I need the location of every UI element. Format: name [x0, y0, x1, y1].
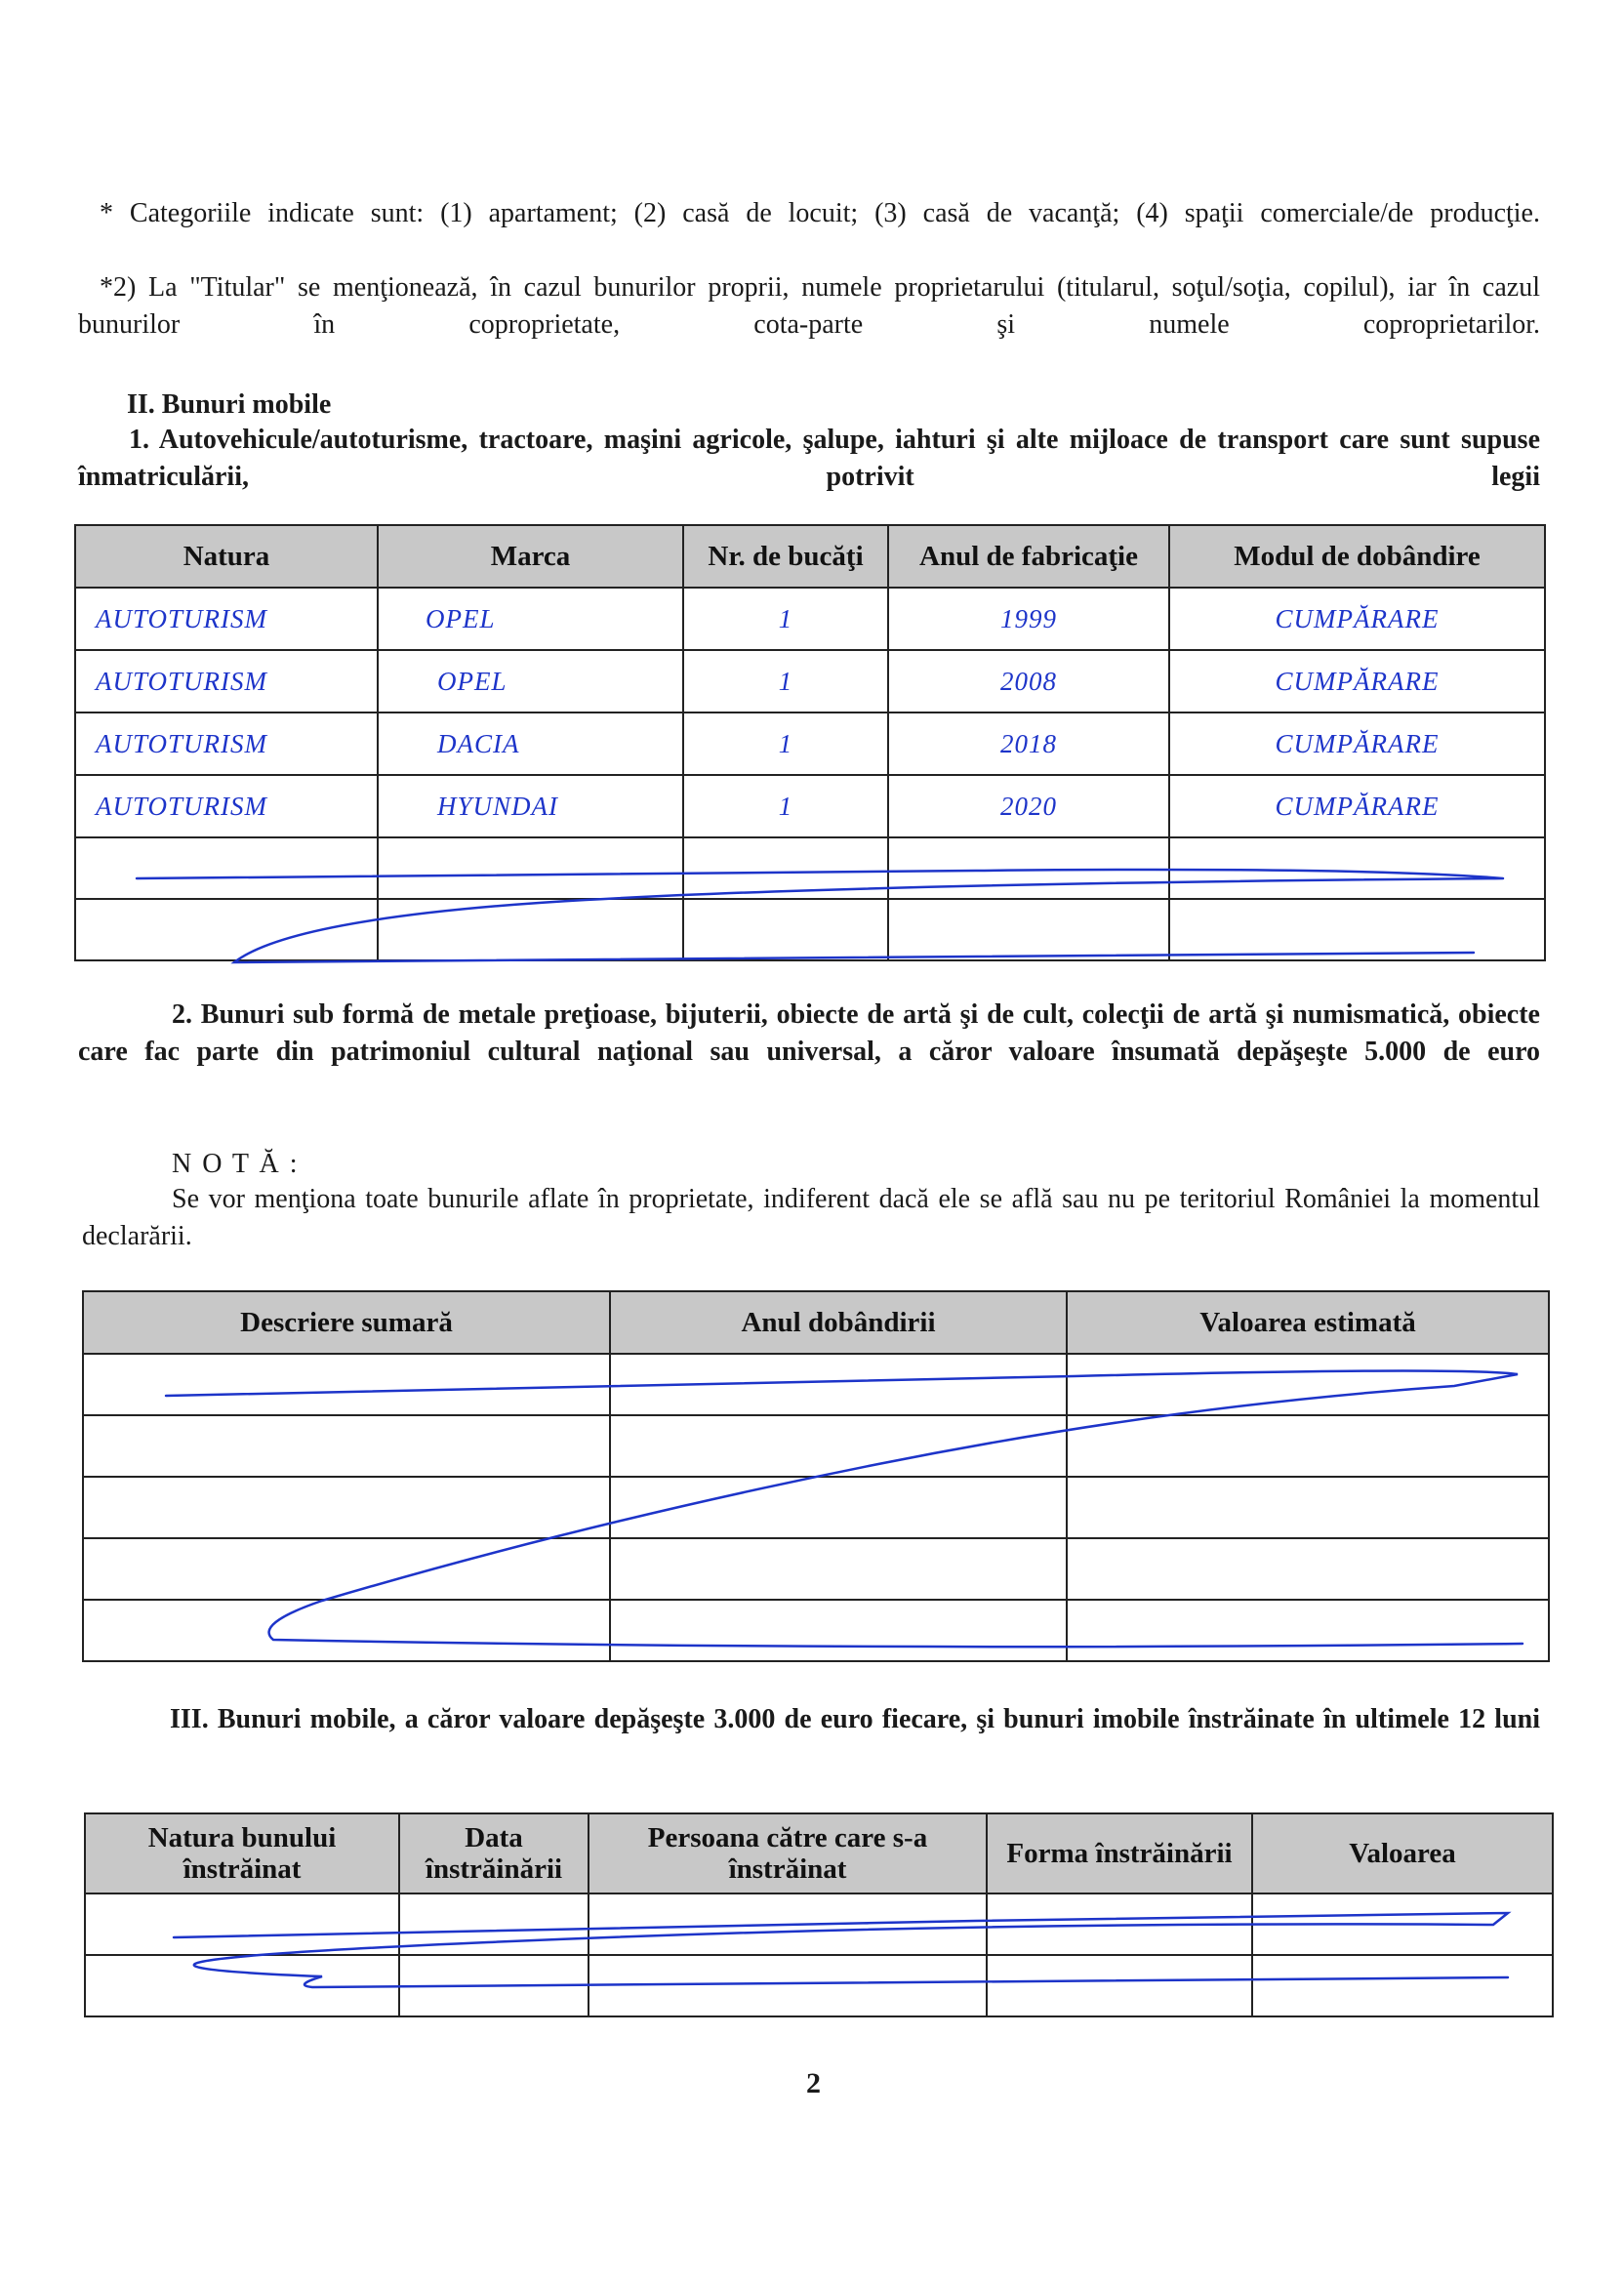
table-row-empty [83, 1415, 1549, 1477]
section-heading-instrainate: III. Bunuri mobile, a căror valoare depăşeşte 3.000 de euro fiecare, şi bunuri imobile înstrăinate în ultimele 12 luni [170, 1704, 1540, 1734]
cell-marca: DACIA [378, 712, 683, 775]
cell-an: 1999 [888, 588, 1169, 650]
cell-natura: AUTOTURISM [75, 775, 378, 837]
header-marca: Marca [378, 525, 683, 588]
page-number: 2 [806, 2067, 821, 2099]
valuables-table [82, 1290, 1550, 1662]
cell-mod: CUMPĂRARE [1169, 775, 1545, 837]
cell-nr: 1 [683, 712, 888, 775]
header-valoarea: Valoarea [1252, 1813, 1553, 1893]
header-data-instrainarii: Data înstrăinării [399, 1813, 589, 1893]
cell-mod: CUMPĂRARE [1169, 712, 1545, 775]
valuables-table-header [83, 1291, 1549, 1354]
cell-natura: AUTOTURISM [75, 712, 378, 775]
cell-natura: AUTOTURISM [75, 588, 378, 650]
cell-marca: HYUNDAI [378, 775, 683, 837]
vehicles-table-header [75, 525, 1545, 588]
header-persoana: Persoana către care s-a înstrăinat [589, 1813, 987, 1893]
cell-nr: 1 [683, 775, 888, 837]
cell-mod: CUMPĂRARE [1169, 588, 1545, 650]
table-row-empty [83, 1538, 1549, 1600]
header-valoarea-estimata: Valoarea estimată [1067, 1291, 1549, 1354]
header-forma-instrainarii: Forma înstrăinării [987, 1813, 1252, 1893]
note-text: Se vor menţiona toate bunurile aflate în proprietate, indiferent dacă ele se află sau nu pe teritoriul României la momentul declarării. [82, 1184, 1540, 1251]
header-natura: Natura [75, 525, 378, 588]
cell-marca: OPEL [378, 588, 683, 650]
header-anul-dobandirii: Anul dobândirii [610, 1291, 1067, 1354]
subsection-valuables-heading: 2. Bunuri sub formă de metale preţioase, bijuterii, obiecte de artă şi de cult, colecţii de artă şi numismatică, obiecte care fac parte din patrimoniul cultural naţional sau universal, a căror valoare însumată depăşeşte 5.000 de euro [78, 999, 1540, 1067]
cell-nr: 1 [683, 588, 888, 650]
table-row [75, 588, 1545, 650]
table-row-empty [85, 1955, 1553, 2016]
header-nr-bucati: Nr. de bucăţi [683, 525, 888, 588]
footnote-titular: *2) La "Titular" se menţionează, în cazul bunurilor proprii, numele proprietarului (titularul, soţul/soţia, copilul), iar în cazul bunurilor în coproprietate, cota-parte şi numele coproprietarilor. [78, 272, 1540, 340]
table-row [75, 775, 1545, 837]
header-anul-fabricatie: Anul de fabricaţie [888, 525, 1169, 588]
header-modul-dobandire: Modul de dobândire [1169, 525, 1545, 588]
section-heading-bunuri-mobile: II. Bunuri mobile [127, 389, 332, 420]
note-title: N O T Ă : [172, 1149, 300, 1179]
table-row-empty [83, 1600, 1549, 1661]
cell-marca: OPEL [378, 650, 683, 712]
cell-an: 2008 [888, 650, 1169, 712]
cell-mod: CUMPĂRARE [1169, 650, 1545, 712]
cell-an: 2018 [888, 712, 1169, 775]
alienated-table-header [85, 1813, 1553, 1893]
vehicles-table [74, 524, 1546, 961]
table-row-empty [83, 1354, 1549, 1415]
table-row-empty [83, 1477, 1549, 1538]
table-row-empty [75, 899, 1545, 960]
cell-an: 2020 [888, 775, 1169, 837]
cell-natura: AUTOTURISM [75, 650, 378, 712]
header-descriere-sumara: Descriere sumară [83, 1291, 610, 1354]
cell-nr: 1 [683, 650, 888, 712]
header-natura-bunului: Natura bunului înstrăinat [85, 1813, 399, 1893]
table-row [75, 712, 1545, 775]
footnote-categories: * Categoriile indicate sunt: (1) apartament; (2) casă de locuit; (3) casă de vacanţă; (4) spaţii comerciale/de producţie. [100, 198, 1540, 228]
subsection-vehicles-heading: 1. Autovehicule/autoturisme, tractoare, maşini agricole, şalupe, iahturi şi alte mijloace de transport care sunt supuse înmatriculării, potrivit legii [78, 425, 1540, 492]
table-row-empty [75, 837, 1545, 899]
alienated-table [84, 1812, 1554, 2017]
table-row-empty [85, 1893, 1553, 1955]
table-row [75, 650, 1545, 712]
